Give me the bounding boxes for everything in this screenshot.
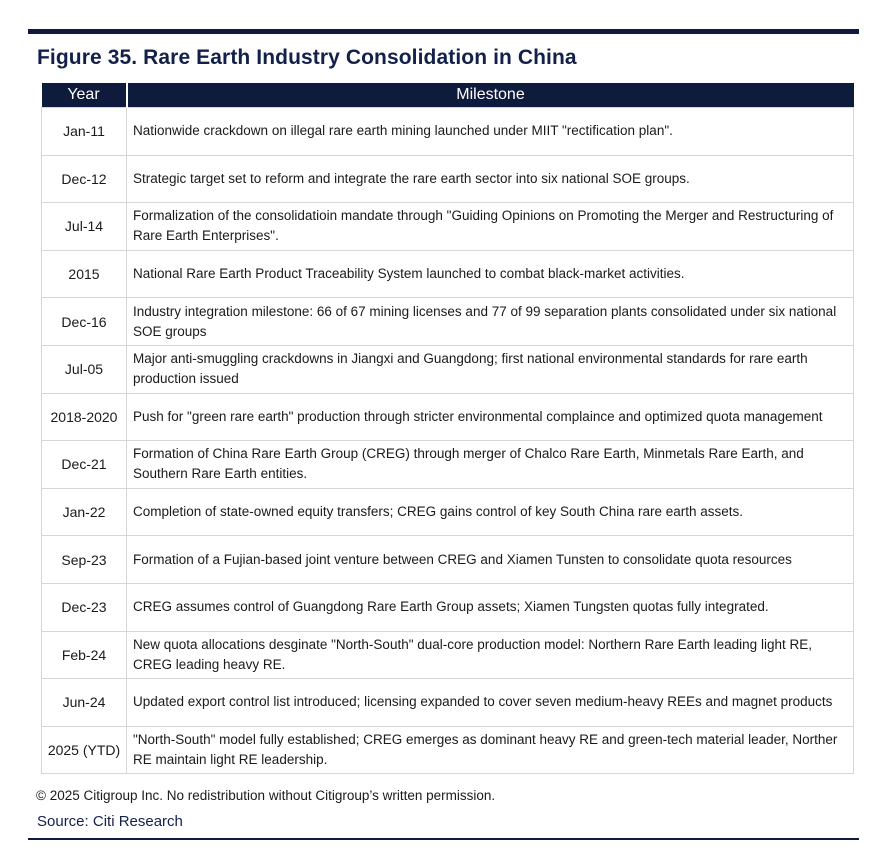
table-row xyxy=(42,631,854,679)
milestone-cell: Updated export control list introduced; licensing expanded to cover seven medium-heavy REEs and magnet products xyxy=(127,679,854,727)
year-cell: 2015 xyxy=(42,250,127,298)
year-cell: 2018-2020 xyxy=(42,393,127,441)
milestone-cell: "North-South" model fully established; CREG emerges as dominant heavy RE and green-tech material leader, Norther RE maintain light RE leadership. xyxy=(127,726,854,774)
top-rule xyxy=(28,29,859,34)
copyright-notice: © 2025 Citigroup Inc. No redistribution without Citigroup’s written permission. xyxy=(36,788,496,803)
table-row xyxy=(42,345,854,393)
table-header xyxy=(42,83,854,108)
bottom-rule xyxy=(28,838,859,840)
year-cell: Dec-16 xyxy=(42,298,127,346)
header-year: Year xyxy=(42,83,127,108)
year-cell: Feb-24 xyxy=(42,631,127,679)
year-cell: Jul-05 xyxy=(42,345,127,393)
milestone-table xyxy=(41,83,854,774)
table-body xyxy=(42,108,854,774)
year-cell: Dec-21 xyxy=(42,441,127,489)
milestone-cell: Major anti-smuggling crackdowns in Jiangxi and Guangdong; first national environmental standards for rare earth production issued xyxy=(127,345,854,393)
table-row xyxy=(42,726,854,774)
table-row xyxy=(42,155,854,203)
year-cell: 2025 (YTD) xyxy=(42,726,127,774)
year-cell: Dec-12 xyxy=(42,155,127,203)
milestone-cell: Formation of a Fujian-based joint venture between CREG and Xiamen Tunsten to consolidate quota resources xyxy=(127,536,854,584)
table-row xyxy=(42,536,854,584)
milestone-cell: Completion of state-owned equity transfers; CREG gains control of key South China rare earth assets. xyxy=(127,488,854,536)
table-row xyxy=(42,108,854,156)
milestone-cell: New quota allocations desginate "North-South" dual-core production model: Northern Rare Earth leading light RE, CREG leading heavy RE. xyxy=(127,631,854,679)
table-row xyxy=(42,298,854,346)
milestone-cell: CREG assumes control of Guangdong Rare Earth Group assets; Xiamen Tungsten quotas fully integrated. xyxy=(127,583,854,631)
milestone-cell: Strategic target set to reform and integrate the rare earth sector into six national SOE groups. xyxy=(127,155,854,203)
header-milestone: Milestone xyxy=(127,83,854,108)
milestone-cell: Formation of China Rare Earth Group (CREG) through merger of Chalco Rare Earth, Minmetals Rare Earth, and Southern Rare Earth entities. xyxy=(127,441,854,489)
table-row xyxy=(42,488,854,536)
year-cell: Dec-23 xyxy=(42,583,127,631)
table-row xyxy=(42,250,854,298)
year-cell: Jan-22 xyxy=(42,488,127,536)
figure-title: Figure 35. Rare Earth Industry Consolidation in China xyxy=(37,46,577,69)
table-row xyxy=(42,203,854,251)
table-row xyxy=(42,441,854,489)
year-cell: Sep-23 xyxy=(42,536,127,584)
year-cell: Jan-11 xyxy=(42,108,127,156)
table-row xyxy=(42,393,854,441)
source-note: Source: Citi Research xyxy=(37,813,183,830)
milestone-cell: Push for "green rare earth" production through stricter environmental complaince and optimized quota management xyxy=(127,393,854,441)
table-row xyxy=(42,583,854,631)
milestone-cell: Formalization of the consolidatioin mandate through "Guiding Opinions on Promoting the Merger and Restructuring of Rare Earth Enterprises". xyxy=(127,203,854,251)
year-cell: Jun-24 xyxy=(42,679,127,727)
milestone-cell: National Rare Earth Product Traceability System launched to combat black-market activities. xyxy=(127,250,854,298)
table-row xyxy=(42,679,854,727)
year-cell: Jul-14 xyxy=(42,203,127,251)
milestone-cell: Nationwide crackdown on illegal rare earth mining launched under MIIT "rectification plan". xyxy=(127,108,854,156)
milestone-cell: Industry integration milestone: 66 of 67 mining licenses and 77 of 99 separation plants consolidated under six national SOE groups xyxy=(127,298,854,346)
